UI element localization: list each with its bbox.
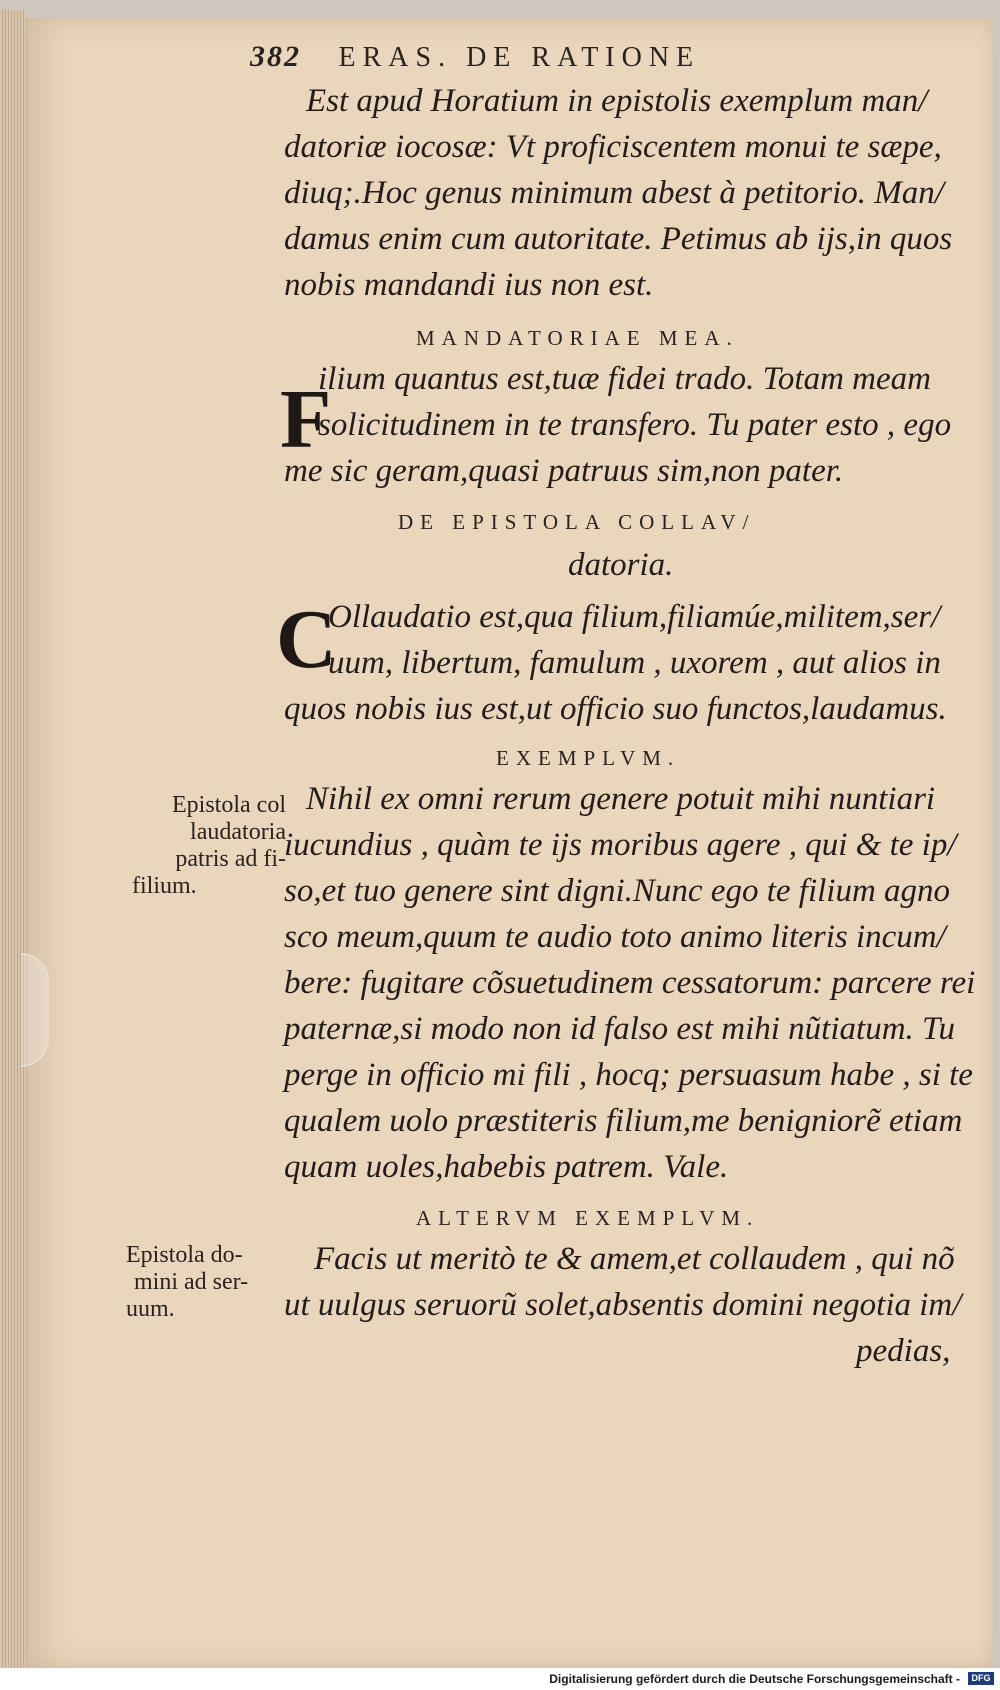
section-heading: DE EPISTOLA COLLAV/ (398, 510, 756, 534)
section-heading-continuation: datoria. (568, 547, 674, 583)
text-line: nobis mandandi ius non est. (284, 267, 654, 303)
text-line: so,et tuo genere sint digni.Nunc ego te filium agno (284, 873, 951, 909)
margin-note-line: patris ad fi- (175, 846, 286, 872)
section-heading: MANDATORIAE MEA. (416, 326, 739, 350)
drop-cap: F (280, 373, 332, 466)
text-line: iucundius , quàm te ijs moribus agere , qui & te ip/ (284, 827, 957, 863)
section-heading: EXEMPLVM. (496, 746, 681, 770)
text-line: Nihil ex omni rerum genere potuit mihi nuntiari (306, 781, 936, 817)
margin-note-line: uum. (126, 1296, 175, 1322)
running-title: ERAS. DE RATIONE (338, 42, 701, 73)
text-line: paternæ,si modo non id falso est mihi nũtiatum. Tu (284, 1011, 956, 1047)
funding-credit: Digitalisierung gefördert durch die Deutsche Forschungsgemeinschaft - (549, 1672, 960, 1686)
catchword: pedias, (856, 1333, 951, 1369)
text-line: quos nobis ius est,ut officio suo functos,laudamus. (284, 691, 947, 727)
margin-note-line: mini ad ser- (134, 1269, 249, 1295)
text-line: solicitudinem in te transfero. Tu pater esto , ego (318, 407, 952, 443)
text-line: qualem uolo præstiteris filium,me benigniorẽ etiam (284, 1103, 963, 1139)
margin-note (126, 1242, 276, 1323)
text-line: ilium quantus est,tuæ fidei trado. Totam meam (318, 361, 931, 397)
margin-note (118, 792, 286, 900)
page-edges (0, 10, 26, 1668)
text-line: sco meum,quum te audio toto animo literis incum/ (284, 919, 946, 955)
text-line: damus enim cum autoritate. Petimus ab ijs,in quos (284, 221, 953, 257)
running-header (250, 40, 700, 74)
text-line: bere: fugitare cõsuetudinem cessatorum: parcere rei (284, 965, 976, 1001)
dfg-logo-icon: DFG (968, 1672, 994, 1685)
text-line: Est apud Horatium in epistolis exemplum man/ (306, 83, 928, 119)
text-line: uum, libertum, famulum , uxorem , aut alios in (328, 645, 941, 681)
text-line: Facis ut meritò te & amem,et collaudem , qui nõ (314, 1241, 955, 1277)
section-heading: ALTERVM EXEMPLVM. (416, 1206, 760, 1230)
text-line: me sic geram,quasi patruus sim,non pater. (284, 453, 844, 489)
margin-note-line: Epistola col (172, 792, 286, 818)
page-number: 382 (250, 40, 301, 73)
paper-clip-mark (21, 953, 49, 1067)
margin-note-line: laudatoria (190, 819, 286, 845)
margin-note-line: Epistola do- (126, 1242, 243, 1268)
text-line: quam uoles,habebis patrem. Vale. (284, 1149, 729, 1185)
text-line: diuq;.Hoc genus minimum abest à petitorio. Man/ (284, 175, 944, 211)
text-line: ut uulgus seruorũ solet,absentis domini negotia im/ (284, 1287, 962, 1323)
drop-cap: C (276, 593, 337, 686)
text-line: Ollaudatio est,qua filium,filiamúe,militem,ser/ (328, 599, 941, 635)
text-line: perge in officio mi fili , hocq; persuasum habe , si te (284, 1057, 973, 1093)
text-line: datoriæ iocosæ: Vt proficiscentem monui te sæpe, (284, 129, 942, 165)
margin-note-line: filium. (132, 873, 197, 899)
